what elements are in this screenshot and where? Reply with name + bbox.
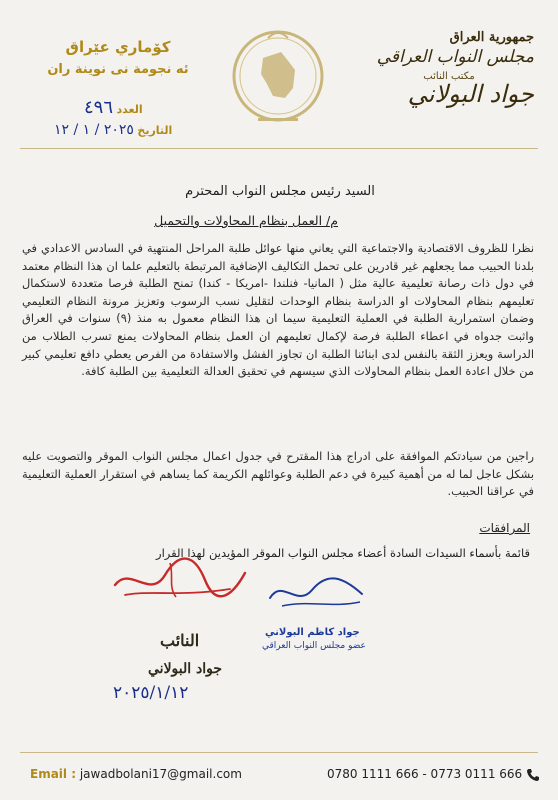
phone-contact [327, 767, 540, 782]
footer [0, 760, 558, 790]
country-name: جمهورية العراق [449, 30, 534, 45]
kurdish-country-name: كۆماري عێراق [65, 38, 171, 56]
phone-icon [526, 768, 540, 782]
date-label: التاريخ [137, 124, 173, 137]
mp-letterhead-name: جواد البولاني [407, 80, 534, 108]
signature-date: ٢٠٢٥/١/١٢ [113, 683, 189, 703]
signatory-title: النائب [160, 631, 200, 650]
office-label: مكتب النائب [423, 71, 475, 82]
handwritten-signature-red [110, 545, 250, 615]
reference-number [80, 97, 143, 118]
parliament-emblem-icon [223, 18, 333, 138]
footer-divider [20, 752, 538, 753]
email-label: Email : [30, 767, 77, 781]
council-name: مجلس النواب العراقي [376, 47, 534, 67]
attachments-text: قائمة بأسماء السيدات السادة أعضاء مجلس النواب الموقر المؤيدين لهذا القرار [156, 546, 530, 560]
reference-date [50, 122, 172, 138]
number-value: ٤٩٦ [84, 97, 114, 118]
email-contact [30, 767, 242, 781]
email-address: jawadbolani17@gmail.com [79, 767, 242, 781]
letterhead-kurdish [38, 38, 198, 77]
stamp-title: عضو مجلس النواب العراقي [262, 641, 366, 651]
salutation: السيد رئيس مجلس النواب المحترم [185, 184, 375, 199]
subject-line: م/ العمل بنظام المحاولات والتحميل [154, 213, 338, 228]
signatory-name: جواد البولاني [148, 661, 223, 677]
header-divider [20, 148, 538, 149]
date-value: ٢٠٢٥ / ١ / ١٢ [54, 122, 134, 138]
kurdish-council-name: ئه نجومة نى نوينة ران [47, 62, 189, 77]
body-paragraph-1: نظرا للظروف الاقتصادية والاجتماعية التي يعاني منها عوائل طلبة المراحل المنتهية في السادس الاعدادي في بلدنا الحبيب مما يجعلهم غير قادرين على تحمل التكاليف الإضافية المرتبطة بالتعليم علما ان هذا النظام معتمد في دول ذات رصانة تعليمية عالية مثل ( المانيا- فنلندا -امريكا - كندا) تمنح الطلبة فرصا متعددة لاستكمال تعليمهم بنظام المحاولات او الدراسة بنظام الوحدات لتقليل نسب الرسوب وتعزيز مرونة النظام التعليمي وضمان استمرارية الطلبة في العملية التعليمية سيما ان هذا النظام معمول به منذ (٩) سنوات في العراق واثبت جدواه في اعطاء الطلبة فرصة لإكمال تعليمهم ان العمل بنظام المحاولات يمنع تسرب الطلاب من الدراسة ويعزز الثقة بالنفس لدى ابنائنا الطلبة ان تجاوز الفشل والاستفادة من الفرص يعطي دافع تعليمي كبير من خلال اعادة العمل بنظام المحاولات الذي سيسهم في تحقيق العدالة التعليمية بين الطلبة كافة. [22, 241, 534, 379]
body-paragraph-2: راجين من سيادتكم الموافقة على ادراج هذا المقترح في جدول اعمال مجلس النواب الموقر والتصويت عليه بشكل عاجل لما له من أهمية كبيرة في دعم الطلبة وعوائلهم الكريمة كما يساهم في استقرار العملية التعليمية في عراقنا الحبيب. [22, 449, 534, 499]
stamp-name: جواد كاظم البولاني [265, 627, 360, 638]
handwritten-signature-blue [262, 568, 372, 618]
number-label: العدد [116, 103, 143, 116]
phone-numbers: 0780 1111 666 - 0773 0111 666 [326, 767, 523, 781]
attachments-heading: المرافقات [479, 521, 530, 535]
letterhead-arabic [364, 30, 534, 108]
